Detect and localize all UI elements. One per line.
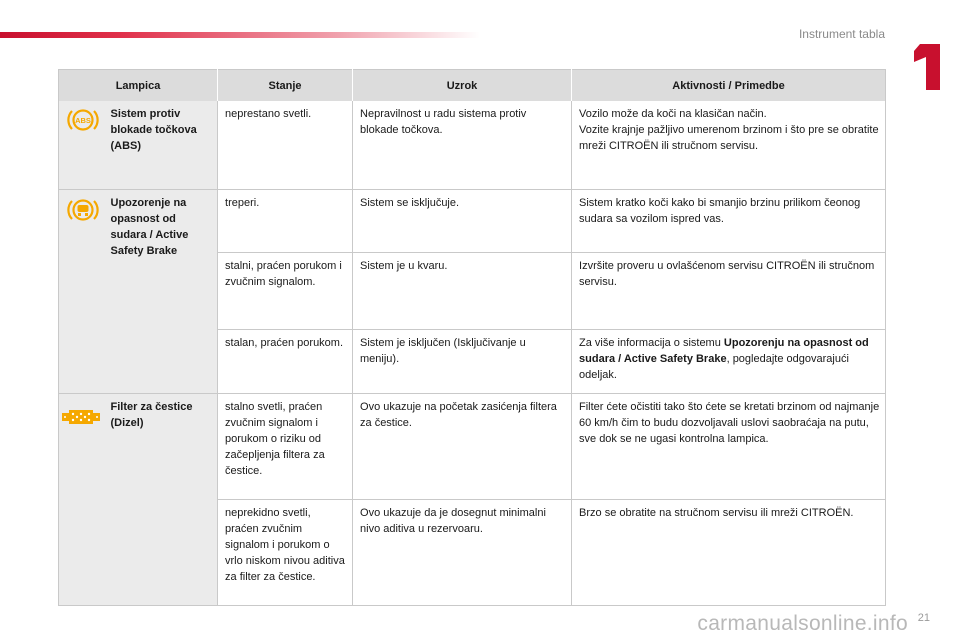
lamp-icon-cell <box>59 189 109 393</box>
collision-alert-icon <box>67 196 99 224</box>
abs-warning-icon <box>67 107 99 133</box>
cell-aktivnosti: Vozilo može da koči na klasičan način. Vozite krajnje pažljivo umerenom brzinom i što pre se obratite mreži CITROËN ili stručnom servisu. <box>572 101 886 189</box>
cell-aktivnosti: Filter ćete očistiti tako što ćete se kretati brzinom od najmanje 60 km/h čim to budu dozvoljavali uslovi saobraćaja na putu, sve dok se ne ugasi kontrolna lampica. <box>572 393 886 499</box>
col-header-aktivnosti: Aktivnosti / Primedbe <box>572 70 886 102</box>
lamp-name: Filter za čestice (Dizel) <box>109 393 218 605</box>
cell-aktivnosti: Brzo se obratite na stručnom servisu ili mreži CITROËN. <box>572 499 886 605</box>
header-accent-line <box>0 32 480 38</box>
lamp-icon-cell <box>59 393 109 605</box>
section-title: Instrument tabla <box>798 27 885 41</box>
col-header-uzrok: Uzrok <box>353 70 572 102</box>
cell-stanje: treperi. <box>218 189 353 252</box>
col-header-stanje: Stanje <box>218 70 353 102</box>
cell-uzrok: Sistem je isključen (Isključivanje u meniju). <box>353 329 572 393</box>
particle-filter-icon <box>61 406 101 428</box>
cell-stanje: stalan, praćen porukom. <box>218 329 353 393</box>
svg-text:ABS: ABS <box>75 116 91 125</box>
cell-aktivnosti: Izvršite proveru u ovlašćenom servisu CITROËN ili stručnom servisu. <box>572 252 886 329</box>
akt-text: Za više informacija o sistemu <box>579 336 724 349</box>
cell-stanje: neprestano svetli. <box>218 101 353 189</box>
cell-stanje: stalno svetli, praćen zvučnim signalom i porukom o riziku od začepljenja filtera za čestice. <box>218 393 353 499</box>
col-header-lampica: Lampica <box>59 70 218 102</box>
cell-uzrok: Ovo ukazuje na početak zasićenja filtera za čestice. <box>353 393 572 499</box>
cell-uzrok: Nepravilnost u radu sistema protiv blokade točkova. <box>353 101 572 189</box>
watermark: carmanualsonline.info <box>697 612 908 635</box>
table-row <box>59 189 886 252</box>
cell-stanje: stalni, praćen porukom i zvučnim signalom. <box>218 252 353 329</box>
cell-aktivnosti: Sistem kratko koči kako bi smanjio brzinu prilikom čeonog sudara sa vozilom ispred vas. <box>572 189 886 252</box>
cell-aktivnosti <box>572 329 886 393</box>
cell-uzrok: Sistem je u kvaru. <box>353 252 572 329</box>
cell-stanje: neprekidno svetli, praćen zvučnim signalom i porukom o vrlo niskom nivou aditiva za filter za čestice. <box>218 499 353 605</box>
lamp-icon-cell <box>59 101 109 189</box>
table-row <box>59 393 886 499</box>
akt-bold-text: Upozorenju na opasnost od sudara / Active Safety Brake <box>579 336 869 365</box>
cell-uzrok: Sistem se isključuje. <box>353 189 572 252</box>
lamp-name: Upozorenje na opasnost od sudara / Active Safety Brake <box>109 189 218 393</box>
page-number: 21 <box>917 612 930 624</box>
lamp-name: Sistem protiv blokade točkova (ABS) <box>109 101 218 189</box>
cell-uzrok: Ovo ukazuje da je dosegnut minimalni nivo aditiva u rezervoaru. <box>353 499 572 605</box>
table-header-row <box>59 70 886 102</box>
chapter-number <box>906 44 946 90</box>
akt-text: , pogledajte odgovarajući odeljak. <box>579 352 849 381</box>
table-row <box>59 101 886 189</box>
warning-lamps-table <box>58 69 886 606</box>
